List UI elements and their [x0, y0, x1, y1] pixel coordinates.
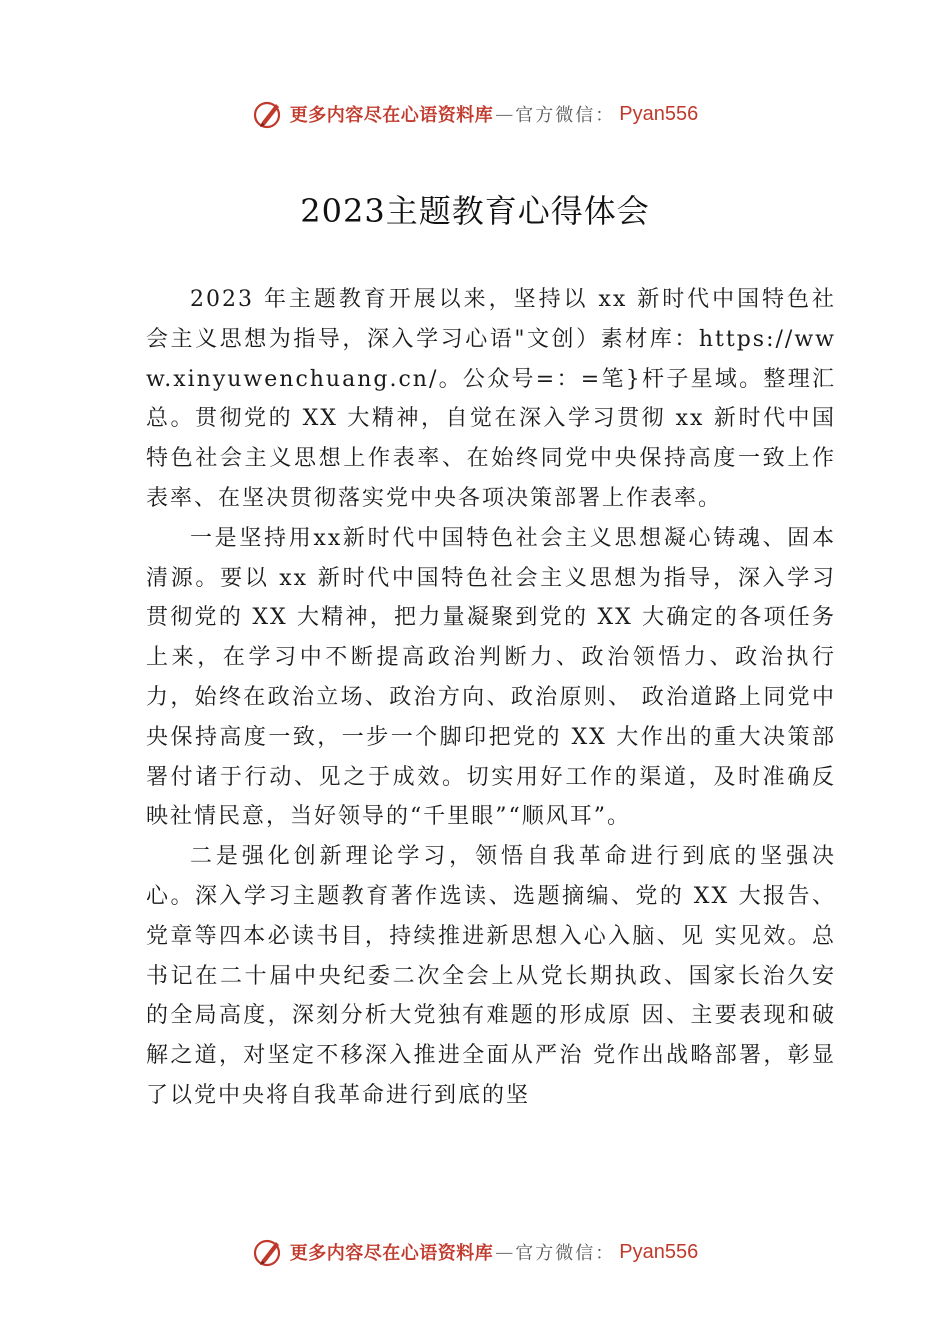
banner-wechat-id: Pyan556	[619, 102, 699, 125]
banner-site-name: 更多内容尽在心语资料库	[289, 105, 494, 125]
banner-dash: —	[495, 1241, 514, 1263]
body-paragraph-2: 一是坚持用xx新时代中国特色社会主义思想凝心铸魂、固本清源。要以 xx 新时代中国特色社会主义思想为指导，深入学习贯彻党的 XX 大精神，把力量凝聚到党的 XX 大确定的各项任务上来，在学习中不断提高政治判断力、政治领悟力、政治执行力，始终在政治立场、政治方向、政治原则、 政治道路上同党中央保持高度一致，一步一个脚印把党的 XX 大作出的重大决策部署付诸于行动、见之于成效。切实用好工作的渠道，及时准确反映社情民意，当好领导的“千里眼”“顺风耳”。	[146, 525, 837, 830]
document-body	[146, 280, 836, 1116]
body-paragraph-3: 二是强化创新理论学习，领悟自我革命进行到底的坚强决心。深入学习主题教育著作选读、选题摘编、党的 XX 大报告、党章等四本必读书目，持续推进新思想入心入脑、见 实见效。总书记在二十届中央纪委二次全会上从党长期执政、国家长治久安的全局高度，深刻分析大党独有难题的形成原 因、主要表现和破解之道，对坚定不移深入推进全面从严治 党作出战略部署，彰显了以党中央将自我革命进行到底的坚	[146, 844, 836, 1108]
banner-dash: —	[495, 103, 514, 125]
banner-wechat-label: 官方微信：	[515, 105, 616, 125]
pen-in-circle-icon	[252, 1236, 284, 1268]
banner-wechat-label: 官方微信：	[515, 1243, 616, 1263]
header-watermark-banner	[0, 94, 950, 134]
banner-site-name: 更多内容尽在心语资料库	[289, 1243, 494, 1263]
banner-wechat-id: Pyan556	[619, 1240, 699, 1263]
body-paragraph-1: 2023 年主题教育开展以来，坚持以 xx 新时代中国特色社会主义思想为指导，深入学习心语"文创）素材库：https://www.xinyuwenchuang.cn/。公众号=：=笔}杆子星域。整理汇总。贯彻党的 XX 大精神，自觉在深入学习贯彻 xx 新时代中国特色社会主义思想上作表率、在始终同党中央保持高度一致上作表率、在坚决贯彻落实党中央各项决策部署上作表率。	[146, 287, 836, 511]
pen-in-circle-icon	[252, 98, 284, 130]
document-title: 2023主题教育心得体会	[300, 192, 650, 230]
footer-watermark-banner	[0, 1232, 950, 1272]
